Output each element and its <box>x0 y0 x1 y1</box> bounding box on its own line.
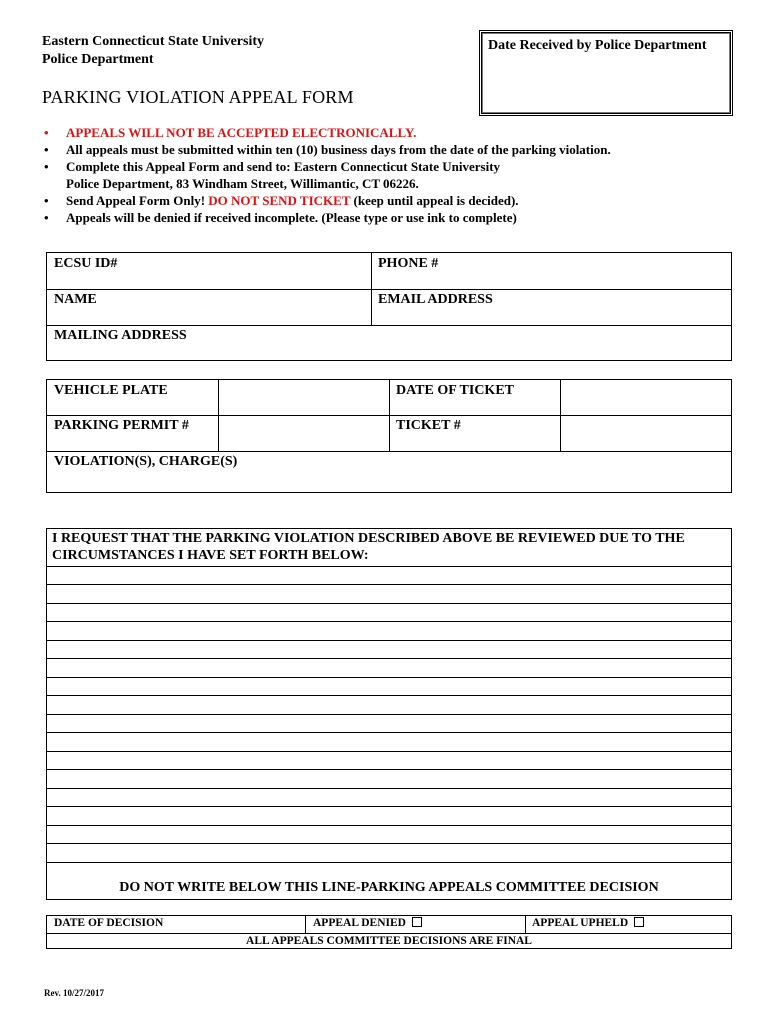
instruction-deadline: • All appeals must be submitted within ten (10) business days from the date of the parking violation. <box>42 141 612 158</box>
instruction-send-form-only <box>42 192 612 209</box>
mailing-address-label: MAILING ADDRESS <box>54 328 187 343</box>
personal-info-table <box>46 252 732 361</box>
instruction-send-to-line2: Police Department, 83 Windham Street, Willimantic, CT 06226. <box>66 176 419 191</box>
org-line-department: Police Department <box>42 52 154 67</box>
instruction-do-not-send-ticket: DO NOT SEND TICKET <box>208 193 351 208</box>
mailing-address-field[interactable] <box>47 325 731 360</box>
form-title: PARKING VIOLATION APPEAL FORM <box>42 87 354 107</box>
organization-name <box>42 33 264 69</box>
instruction-send-to <box>42 158 612 192</box>
circumstances-writing-area[interactable] <box>47 566 731 862</box>
ticket-number-input[interactable] <box>560 415 731 451</box>
name-label: NAME <box>54 292 97 307</box>
do-not-write-notice: DO NOT WRITE BELOW THIS LINE-PARKING APPEALS COMMITTEE DECISION <box>119 880 659 895</box>
instructions-list <box>42 124 612 226</box>
appeal-denied-cell <box>305 916 525 933</box>
name-field[interactable] <box>47 289 371 325</box>
date-received-label: Date Received by Police Department <box>488 38 707 53</box>
instruction-no-electronic: • APPEALS WILL NOT BE ACCEPTED ELECTRONICALLY. <box>42 124 612 141</box>
phone-field[interactable] <box>371 253 731 289</box>
appeal-upheld-cell <box>525 916 731 933</box>
vehicle-plate-label-cell <box>47 380 218 415</box>
ecsu-id-label: ECSU ID# <box>54 256 118 271</box>
email-field[interactable] <box>371 289 731 325</box>
parking-permit-label-cell <box>47 415 218 451</box>
instruction-send-to-line1: • Complete this Appeal Form and send to: Eastern Connecticut State University <box>66 159 501 174</box>
appeal-denied-checkbox[interactable] <box>412 917 422 927</box>
date-of-ticket-input[interactable] <box>560 380 731 415</box>
parking-permit-input[interactable] <box>218 415 389 451</box>
request-statement: I REQUEST THAT THE PARKING VIOLATION DESCRIBED ABOVE BE REVIEWED DUE TO THE CIRCUMSTANCES I HAVE SET FORTH BELOW: <box>52 531 685 563</box>
date-of-decision-cell <box>47 916 305 933</box>
ticket-number-label-cell <box>389 415 560 451</box>
instruction-send-form-only-pre: Send Appeal Form Only! <box>66 193 209 208</box>
appeal-upheld-checkbox[interactable] <box>634 917 644 927</box>
decisions-final-notice: ALL APPEALS COMMITTEE DECISIONS ARE FINAL <box>246 935 532 947</box>
date-received-box[interactable] <box>481 32 731 114</box>
violations-label: VIOLATION(S), CHARGE(S) <box>54 454 238 469</box>
circumstances-section <box>46 528 732 900</box>
appeal-denied-label: APPEAL DENIED <box>313 917 406 929</box>
parking-permit-label: PARKING PERMIT # <box>54 418 189 433</box>
ticket-number-label: TICKET # <box>396 418 461 433</box>
email-label: EMAIL ADDRESS <box>378 292 493 307</box>
date-of-decision-label: DATE OF DECISION <box>54 917 164 929</box>
org-line-university: Eastern Connecticut State University <box>42 34 265 49</box>
ecsu-id-field[interactable] <box>47 253 371 289</box>
date-of-ticket-label: DATE OF TICKET <box>396 383 514 398</box>
vehicle-plate-label: VEHICLE PLATE <box>54 383 168 398</box>
revision-date: Rev. 10/27/2017 <box>44 988 104 998</box>
date-of-ticket-label-cell <box>389 380 560 415</box>
appeal-upheld-label: APPEAL UPHELD <box>532 917 629 929</box>
vehicle-info-table <box>46 379 732 493</box>
instruction-incomplete: • Appeals will be denied if received incomplete. (Please type or use ink to complete) <box>42 209 612 226</box>
phone-label: PHONE # <box>378 256 439 271</box>
vehicle-plate-input[interactable] <box>218 380 389 415</box>
violations-field[interactable] <box>47 451 731 492</box>
instruction-send-form-only-post: (keep until appeal is decided). <box>350 193 519 208</box>
